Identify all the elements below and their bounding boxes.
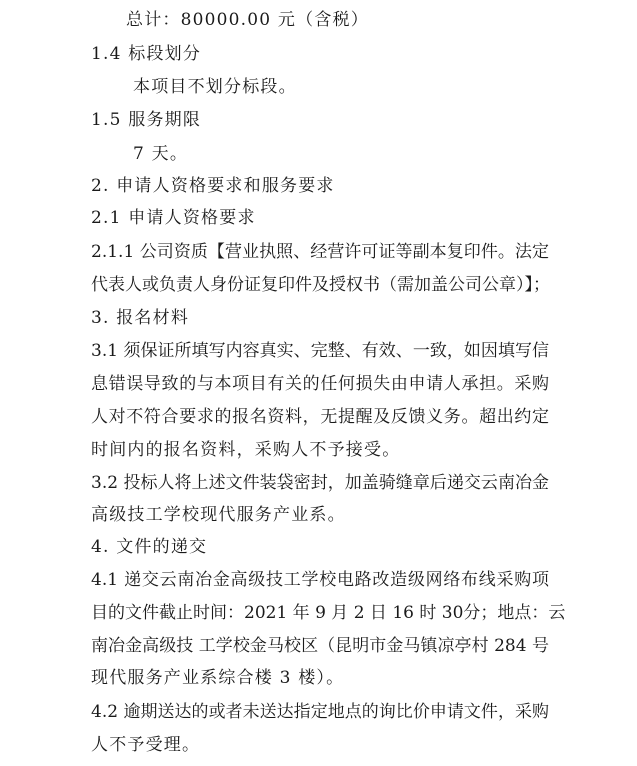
section-3-heading: 3. 报名材料: [91, 308, 190, 328]
section-2-1-heading: 2.1 申请人资格要求: [91, 208, 256, 228]
section-4-heading: 4. 文件的递交: [91, 537, 208, 557]
section-3-1-text-line-3: 人对不符合要求的报名资料，无提醒及反馈义务。超出约定: [91, 407, 549, 427]
section-1-5-heading: 1.5 服务期限: [91, 110, 202, 130]
section-4-1-text-line-1: 4.1 递交云南冶金高级技工学校电路改造级网络布线采购项: [91, 570, 549, 590]
section-3-2-text-line-2: 高级技工学校现代服务产业系。: [91, 505, 346, 525]
section-2-1-1-text-line-2: 代表人或负责人身份证复印件及授权书（需加盖公司公章）】；: [91, 275, 550, 295]
section-2-heading: 2. 申请人资格要求和服务要求: [91, 176, 335, 196]
section-3-2-text-line-1: 3.2 投标人将上述文件装袋密封，加盖骑缝章后递交云南冶金: [91, 473, 549, 493]
section-4-2-text-line-2: 人不予受理。: [91, 735, 201, 755]
section-3-1-text-line-4: 时间内的报名资料，采购人不予接受。: [91, 440, 401, 460]
section-4-2-text-line-1: 4.2 逾期送达的或者未送达指定地点的询比价申请文件，采购: [91, 702, 549, 722]
total-price-line: 总计：80000.00 元（含税）: [126, 10, 369, 30]
section-1-4-text: 本项目不划分标段。: [133, 77, 297, 97]
section-3-1-text-line-2: 息错误导致的与本项目有关的任何损失由申请人承担。采购: [91, 374, 549, 394]
section-2-1-1-text-line-1: 2.1.1 公司资质【营业执照、经营许可证等副本复印件。法定: [91, 242, 549, 262]
section-3-1-text-line-1: 3.1 须保证所填写内容真实、完整、有效、一致，如因填写信: [91, 341, 549, 361]
section-4-1-text-line-3: 南冶金高级技 工学校金马校区（昆明市金马镇凉亭村 284 号: [91, 636, 549, 656]
section-4-1-text-line-4: 现代服务产业系综合楼 3 楼）。: [91, 668, 345, 688]
section-1-4-heading: 1.4 标段划分: [91, 44, 202, 64]
section-4-1-text-line-2: 目的文件截止时间：2021 年 9 月 2 日 16 时 30分；地点：云: [91, 603, 566, 623]
section-1-5-text: 7 天。: [133, 144, 189, 164]
